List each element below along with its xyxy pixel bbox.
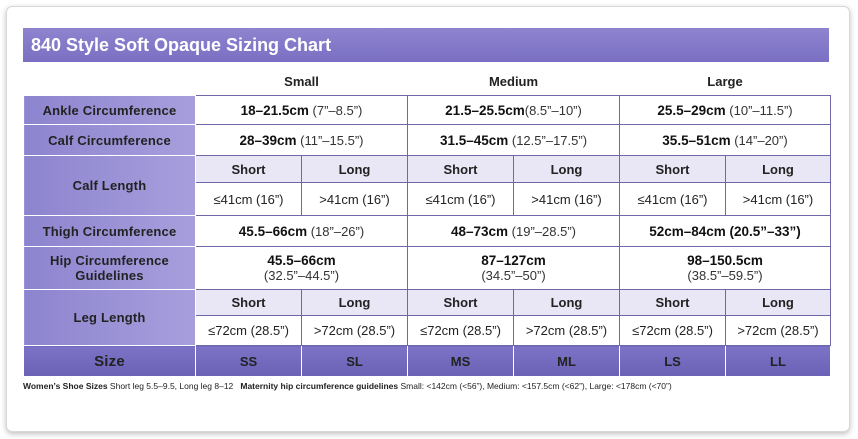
size-code: SS <box>196 346 302 377</box>
header-spacer <box>24 67 196 96</box>
leg-length-value: >72cm (28.5”) <box>302 316 408 346</box>
calf-length-value: ≤41cm (16”) <box>408 183 514 216</box>
chart-title: 840 Style Soft Opaque Sizing Chart <box>23 28 829 62</box>
ankle-small: 18–21.5cm (7”–8.5”) <box>196 96 408 125</box>
header-medium: Medium <box>488 73 539 89</box>
calf-length-label: Calf Length <box>24 156 196 216</box>
leg-length-value: >72cm (28.5”) <box>514 316 620 346</box>
thigh-large: 52cm–84cm (20.5”–33”) <box>620 216 831 247</box>
thigh-medium: 48–73cm (19”–28.5”) <box>408 216 620 247</box>
calf-length-value: >41cm (16”) <box>726 183 831 216</box>
size-code: ML <box>514 346 620 377</box>
leg-length-label: Leg Length <box>24 290 196 346</box>
leg-length-value: ≤72cm (28.5”) <box>408 316 514 346</box>
size-code: SL <box>302 346 408 377</box>
calf-length-value: ≤41cm (16”) <box>620 183 726 216</box>
size-label: Size <box>24 346 196 377</box>
thigh-small: 45.5–66cm (18”–26”) <box>196 216 408 247</box>
calf-length-value: ≤41cm (16”) <box>196 183 302 216</box>
maternity-text: Small: <142cm (<56”), Medium: <157.5cm (<62”), Large: <178cm (<70”) <box>398 381 672 391</box>
ankle-large: 25.5–29cm (10”–11.5”) <box>620 96 831 125</box>
maternity-label: Maternity hip circumference guidelines <box>240 381 399 391</box>
leg-length-value: ≤72cm (28.5”) <box>620 316 726 346</box>
hip-small: 45.5–66cm (32.5”–44.5”) <box>196 247 408 290</box>
size-code: LS <box>620 346 726 377</box>
hip-medium: 87–127cm (34.5”–50”) <box>408 247 620 290</box>
leg-length-value: >72cm (28.5”) <box>726 316 831 346</box>
calf-length-sub-header: Long <box>726 156 831 183</box>
calf-length-sub-header: Long <box>302 156 408 183</box>
calf-large: 35.5–51cm (14”–20”) <box>620 125 831 156</box>
ankle-label: Ankle Circumference <box>24 96 196 125</box>
sizing-table <box>23 67 831 377</box>
calf-row <box>24 125 831 156</box>
size-code-row <box>24 346 831 377</box>
leg-length-sub-header: Long <box>514 290 620 316</box>
thigh-row <box>24 216 831 247</box>
header-small: Small <box>284 73 319 89</box>
calf-length-sub-header: Short <box>196 156 302 183</box>
ankle-row <box>24 96 831 125</box>
leg-length-sub-header: Short <box>408 290 514 316</box>
leg-length-sub-header: Short <box>620 290 726 316</box>
calf-length-sub-header: Long <box>514 156 620 183</box>
calf-length-sub-header: Short <box>408 156 514 183</box>
size-header-row <box>24 67 831 96</box>
leg-length-sub-header: Long <box>302 290 408 316</box>
footnote <box>23 381 833 391</box>
calf-length-value: >41cm (16”) <box>302 183 408 216</box>
shoe-sizes-text: Short leg 5.5–9.5, Long leg 8–12 <box>107 381 234 391</box>
calf-label: Calf Circumference <box>24 125 196 156</box>
leg-length-sub-header: Short <box>196 290 302 316</box>
leg-length-sub-header: Long <box>726 290 831 316</box>
leg-length-value: ≤72cm (28.5”) <box>196 316 302 346</box>
calf-length-value: >41cm (16”) <box>514 183 620 216</box>
leg-length-subheader-row <box>24 290 831 316</box>
thigh-label: Thigh Circumference <box>24 216 196 247</box>
hip-large: 98–150.5cm (38.5”–59.5”) <box>620 247 831 290</box>
shoe-sizes-label: Women’s Shoe Sizes <box>23 381 108 391</box>
header-large: Large <box>707 73 743 89</box>
size-code: LL <box>726 346 831 377</box>
calf-medium: 31.5–45cm (12.5”–17.5”) <box>408 125 620 156</box>
calf-length-sub-header: Short <box>620 156 726 183</box>
ankle-medium: 21.5–25.5cm(8.5”–10”) <box>408 96 620 125</box>
hip-row <box>24 247 831 290</box>
size-code: MS <box>408 346 514 377</box>
hip-label: Hip Circumference Guidelines <box>24 247 196 290</box>
calf-small: 28–39cm (11”–15.5”) <box>196 125 408 156</box>
calf-length-subheader-row <box>24 156 831 183</box>
